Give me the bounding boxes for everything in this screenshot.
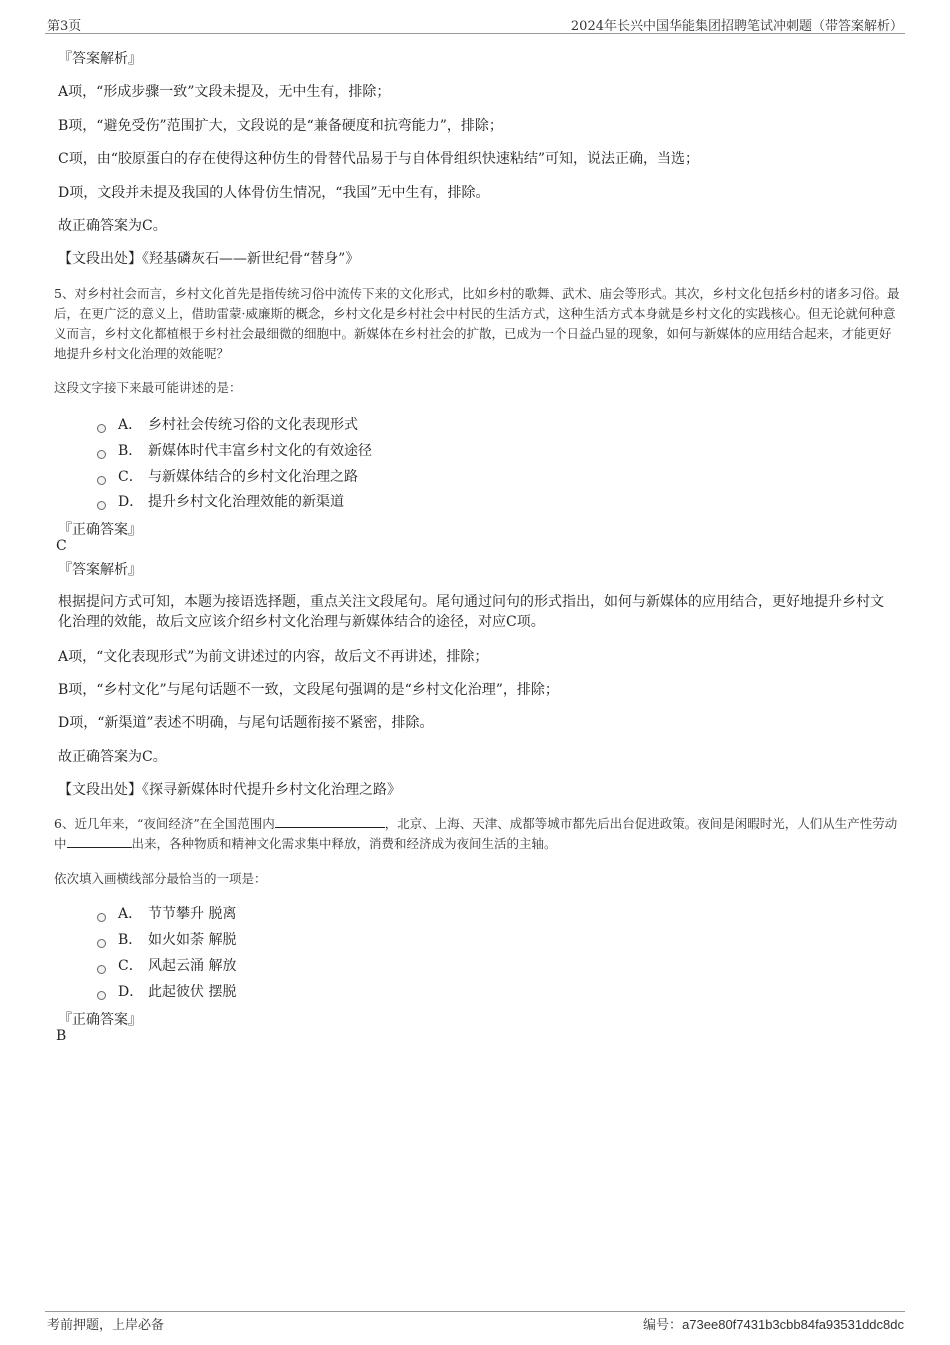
q5-analysis-paragraph: 根据提问方式可知，本题为接语选择题，重点关注文段尾句。尾句通过问句的形式指出，如何与新媒体的应用结合，更好地提升乡村文化治理的效能，故后文应该介绍乡村文化治理与新媒体结合的途径，对应C项。 bbox=[58, 594, 884, 630]
footer-slogan: 考前押题，上岸必备 bbox=[47, 1318, 165, 1333]
q6-option-c[interactable] bbox=[97, 955, 236, 975]
q5-analysis-line: D项，“新渠道”表述不明确，与尾句话题衔接不紧密，排除。 bbox=[58, 715, 434, 731]
radio-button-icon[interactable] bbox=[97, 476, 106, 485]
q6-stem bbox=[54, 814, 900, 854]
q5-option-a[interactable] bbox=[97, 414, 358, 434]
q5-option-b[interactable] bbox=[97, 440, 372, 460]
q5-analysis-heading: 『答案解析』 bbox=[58, 562, 142, 578]
footer-rule bbox=[45, 1311, 905, 1312]
option-text: 风起云涌 解放 bbox=[148, 958, 237, 974]
option-text: 乡村社会传统习俗的文化表现形式 bbox=[148, 417, 358, 433]
option-key: C． bbox=[118, 469, 143, 485]
q6-stem-part: 6、近几年来，“夜间经济”在全国范围内 bbox=[54, 816, 275, 831]
radio-button-icon[interactable] bbox=[97, 939, 106, 948]
radio-button-icon[interactable] bbox=[97, 913, 106, 922]
q5-option-d[interactable] bbox=[97, 491, 344, 511]
q6-stem-part: ，北京、上海、天津、成都等城市都先后出台促进政策。夜间是闲暇时光，人们从生产性劳动中 bbox=[54, 816, 898, 851]
radio-button-icon[interactable] bbox=[97, 424, 106, 433]
fill-blank-2[interactable] bbox=[67, 835, 132, 848]
q4-analysis-line: B项，“避免受伤”范围扩大，文段说的是“兼备硬度和抗弯能力”，排除； bbox=[58, 118, 503, 134]
q4-analysis-line: D项，文段并未提及我国的人体骨仿生情况，“我国”无中生有，排除。 bbox=[58, 185, 490, 201]
option-key: A． bbox=[118, 906, 143, 922]
option-text: 新媒体时代丰富乡村文化的有效途径 bbox=[148, 443, 372, 459]
q5-option-c[interactable] bbox=[97, 466, 358, 486]
q6-answer-heading: 『正确答案』 bbox=[58, 1012, 142, 1028]
q5-answer-heading: 『正确答案』 bbox=[58, 522, 142, 538]
q5-question: 这段文字接下来最可能讲述的是： bbox=[54, 380, 242, 395]
radio-button-icon[interactable] bbox=[97, 501, 106, 510]
q5-analysis-line: A项，“文化表现形式”为前文讲述过的内容，故后文不再讲述，排除； bbox=[58, 649, 489, 665]
q4-analysis-heading: 『答案解析』 bbox=[58, 51, 142, 67]
q6-question: 依次填入画横线部分最恰当的一项是： bbox=[54, 871, 267, 886]
document-title: 2024年长兴中国华能集团招聘笔试冲刺题（带答案解析） bbox=[570, 19, 903, 34]
page-number: 第3页 bbox=[47, 19, 82, 34]
footer-code-label: 编号： bbox=[643, 1318, 683, 1333]
header-rule bbox=[45, 33, 905, 34]
q5-stem: 5、对乡村社会而言，乡村文化首先是指传统习俗中流传下来的文化形式，比如乡村的歌舞、武术、庙会等形式。其次，乡村文化包括乡村的诸多习俗。最后，在更广泛的意义上，借助雷蒙·威廉斯的概念，乡村文化是乡村社会中村民的生活方式，这种生活方式本身就是乡村文化的实践核心。但无论就何种意义而言，乡村文化都植根于乡村社会最细微的细胞中。新媒体在乡村社会的扩散，已成为一个日益凸显的现象，如何与新媒体的应用结合起来，才能更好地提升乡村文化治理的效能呢？ bbox=[54, 286, 900, 361]
q5-source: 【文段出处】《探寻新媒体时代提升乡村文化治理之路》 bbox=[58, 782, 401, 798]
q6-option-a[interactable] bbox=[97, 903, 236, 923]
q4-conclusion: 故正确答案为C。 bbox=[58, 218, 167, 234]
footer-code bbox=[643, 1314, 904, 1333]
option-text: 提升乡村文化治理效能的新渠道 bbox=[148, 494, 344, 510]
q6-option-d[interactable] bbox=[97, 981, 236, 1001]
option-key: A． bbox=[118, 417, 143, 433]
option-key: D． bbox=[118, 984, 144, 1000]
q5-conclusion: 故正确答案为C。 bbox=[58, 749, 167, 765]
q4-analysis-line: C项，由“胶原蛋白的存在使得这种仿生的骨替代品易于与自体骨组织快速粘结”可知，说法正确，当选； bbox=[58, 151, 700, 167]
radio-button-icon[interactable] bbox=[97, 450, 106, 459]
q4-analysis-line: A项，“形成步骤一致”文段未提及，无中生有，排除； bbox=[58, 84, 391, 100]
option-key: B． bbox=[118, 443, 143, 459]
option-text: 节节攀升 脱离 bbox=[148, 906, 237, 922]
q5-analysis-line: B项，“乡村文化”与尾句话题不一致，文段尾句强调的是“乡村文化治理”，排除； bbox=[58, 682, 559, 698]
option-key: C． bbox=[118, 958, 143, 974]
q4-source: 【文段出处】《羟基磷灰石——新世纪骨“替身”》 bbox=[58, 251, 360, 267]
footer-code-value: a73ee80f7431b3cbb84fa93531ddc8dc bbox=[682, 1317, 904, 1332]
option-text: 如火如荼 解脱 bbox=[148, 932, 237, 948]
q6-stem-part: 出来，各种物质和精神文化需求集中释放，消费和经济成为夜间生活的主轴。 bbox=[131, 836, 557, 851]
q5-answer: C bbox=[56, 538, 67, 554]
option-text: 与新媒体结合的乡村文化治理之路 bbox=[148, 469, 358, 485]
q6-answer: B bbox=[56, 1028, 67, 1044]
q6-option-b[interactable] bbox=[97, 929, 236, 949]
radio-button-icon[interactable] bbox=[97, 965, 106, 974]
fill-blank-1[interactable] bbox=[275, 815, 385, 828]
option-key: D． bbox=[118, 494, 144, 510]
option-text: 此起彼伏 摆脱 bbox=[148, 984, 237, 1000]
radio-button-icon[interactable] bbox=[97, 991, 106, 1000]
option-key: B． bbox=[118, 932, 143, 948]
